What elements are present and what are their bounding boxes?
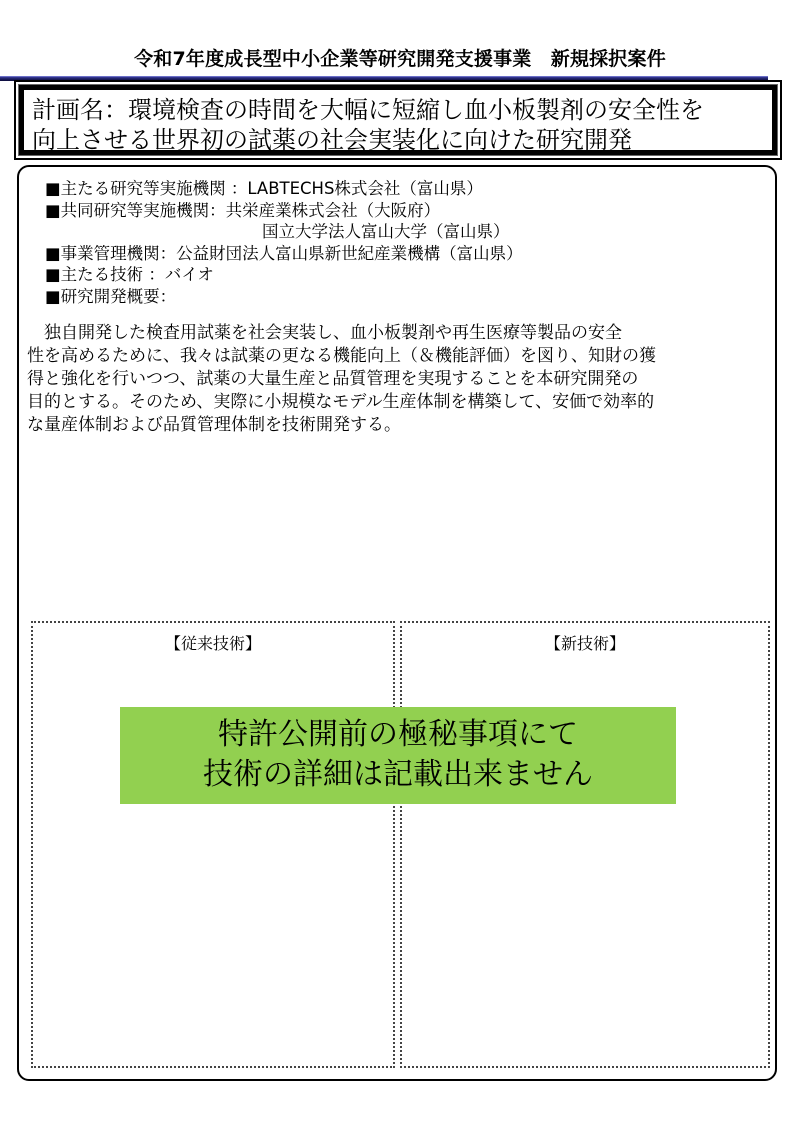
conventional-technology-box	[31, 621, 395, 1068]
summary-line-1: 独自開発した検査用試薬を社会実装し、血小板製剤や再生医療等製品の安全	[27, 323, 622, 343]
plan-name-line-1: 計画名：環境検査の時間を大幅に短縮し血小板製剤の安全性を	[32, 96, 704, 124]
info-management-org: ■事業管理機関：公益財団法人富山県新世紀産業機構（富山県）	[45, 243, 523, 263]
plan-name-line-2: 向上させる世界初の試薬の社会実装化に向けた研究開発	[32, 126, 632, 154]
project-summary	[27, 322, 767, 437]
summary-line-5: な量産体制および品質管理体制を技術開発する。	[27, 415, 401, 435]
confidential-notice	[120, 707, 676, 804]
conventional-technology-label: 【従来技術】	[164, 634, 261, 653]
info-lead-institution: ■主たる研究等実施機関 ：LABTECHS株式会社（富山県）	[45, 179, 483, 198]
confidential-notice-line-1: 特許公開前の極秘事項にて	[218, 717, 578, 752]
info-main-technology: ■主たる技術 ：バイオ	[45, 265, 214, 284]
project-info-list	[45, 178, 765, 307]
summary-line-4: 目的とする。そのため、実際に小規模なモデル生産体制を構築して、安価で効率的	[27, 392, 655, 412]
info-joint-institution-2: 国立大学法人富山大学（富山県）	[262, 222, 510, 241]
confidential-notice-line-2: 技術の詳細は記載出来ません	[203, 757, 593, 792]
summary-line-3: 得と強化を行いつつ、試薬の大量生産と品質管理を実現することを本研究開発の	[27, 369, 639, 389]
new-technology-box	[400, 621, 770, 1068]
plan-name-box	[14, 80, 782, 160]
info-summary-heading: ■研究開発概要：	[45, 286, 177, 306]
plan-name-frame	[19, 85, 777, 155]
summary-line-2: 性を高めるために、我々は試薬の更なる機能向上（＆機能評価）を図り、知財の獲	[27, 346, 656, 366]
page-title: 令和7年度成長型中小企業等研究開発支援事業 新規採択案件	[134, 48, 666, 70]
info-joint-institution: ■共同研究等実施機関：共栄産業株式会社（大阪府）	[45, 200, 441, 220]
new-technology-label: 【新技術】	[544, 634, 625, 653]
